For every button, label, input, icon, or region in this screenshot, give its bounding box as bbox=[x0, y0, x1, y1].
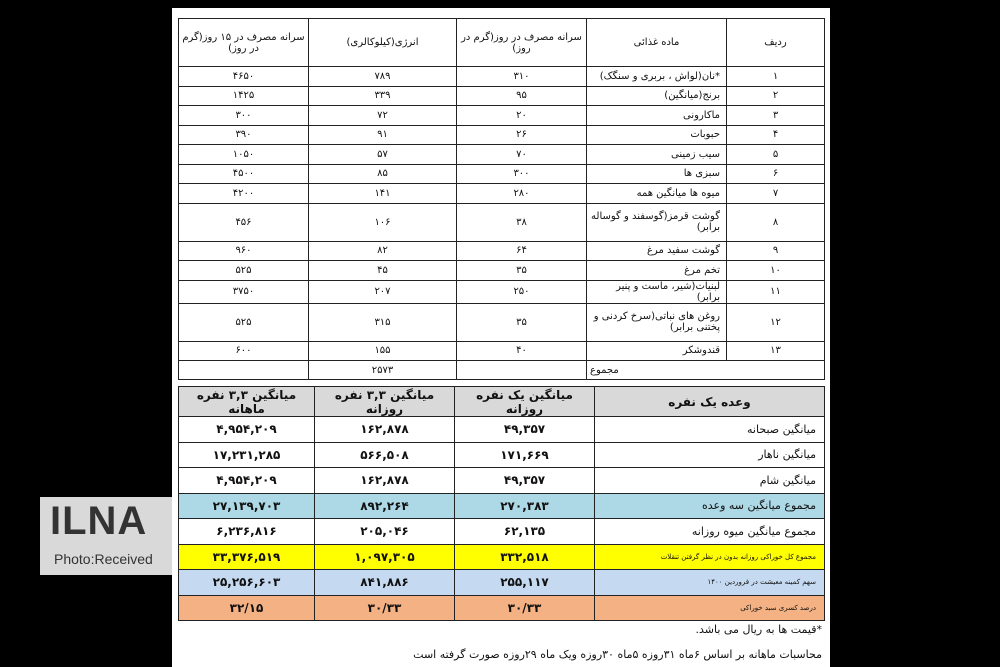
consumption-15-days: ۹۶۰ bbox=[179, 241, 309, 261]
energy-kcal: ۳۱۵ bbox=[309, 303, 457, 341]
table-row bbox=[179, 164, 825, 184]
daily-consumption: ۳۰۰ bbox=[457, 164, 587, 184]
consumption-15-days: ۱۴۲۵ bbox=[179, 86, 309, 106]
table-row bbox=[179, 519, 825, 545]
rial-note: *قیمت ها به ریال می باشد. bbox=[695, 623, 822, 636]
consumption-15-days: ۴۵۰۰ bbox=[179, 164, 309, 184]
table-row bbox=[179, 145, 825, 165]
table-row bbox=[179, 442, 825, 468]
row-number: ۱۱ bbox=[727, 280, 825, 303]
food-item: روغن های نباتی(سرخ کردنی و پختنی برابر) bbox=[587, 303, 727, 341]
row-label: میانگین شام bbox=[595, 468, 825, 494]
table-row bbox=[179, 468, 825, 494]
per-person-daily: ۱۷۱,۶۶۹ bbox=[455, 442, 595, 468]
household-monthly: ۱۷,۲۳۱,۲۸۵ bbox=[179, 442, 315, 468]
daily-consumption: ۳۵ bbox=[457, 303, 587, 341]
food-item: سیب زمینی bbox=[587, 145, 727, 165]
column-header: ماده غذائی bbox=[587, 19, 727, 67]
household-daily: ۵۶۶,۵۰۸ bbox=[315, 442, 455, 468]
energy-kcal: ۳۳۹ bbox=[309, 86, 457, 106]
per-person-daily: ۴۹,۳۵۷ bbox=[455, 468, 595, 494]
ilna-watermark bbox=[40, 497, 176, 575]
consumption-15-days: ۴۲۰۰ bbox=[179, 184, 309, 204]
total-empty bbox=[179, 361, 309, 380]
table-row bbox=[179, 184, 825, 204]
per-person-daily: ۲۵۵,۱۱۷ bbox=[455, 570, 595, 596]
table-row bbox=[179, 86, 825, 106]
row-number: ۲ bbox=[727, 86, 825, 106]
row-label: مجموع میانگین سه وعده bbox=[595, 493, 825, 519]
table-row bbox=[179, 67, 825, 87]
consumption-15-days: ۳۷۵۰ bbox=[179, 280, 309, 303]
household-daily: ۸۴۱,۸۸۶ bbox=[315, 570, 455, 596]
consumption-15-days: ۳۹۰ bbox=[179, 125, 309, 145]
table-row bbox=[179, 241, 825, 261]
row-label: میانگین صبحانه bbox=[595, 417, 825, 443]
column-header: ردیف bbox=[727, 19, 825, 67]
brand-logo: ILNA bbox=[50, 499, 148, 543]
spreadsheet-page bbox=[172, 8, 830, 667]
household-monthly: ۴,۹۵۴,۲۰۹ bbox=[179, 417, 315, 443]
consumption-15-days: ۱۰۵۰ bbox=[179, 145, 309, 165]
food-item: میوه ها میانگین همه bbox=[587, 184, 727, 204]
table-row bbox=[179, 280, 825, 303]
row-label: سهم کمینه معیشت در فروردین ۱۴۰۰ bbox=[595, 570, 825, 596]
energy-kcal: ۵۷ bbox=[309, 145, 457, 165]
energy-kcal: ۲۰۷ bbox=[309, 280, 457, 303]
consumption-15-days: ۵۲۵ bbox=[179, 261, 309, 281]
row-number: ۹ bbox=[727, 241, 825, 261]
energy-kcal: ۸۲ bbox=[309, 241, 457, 261]
total-label: مجموع bbox=[587, 361, 825, 380]
energy-kcal: ۸۵ bbox=[309, 164, 457, 184]
photo-credit: Photo:Received bbox=[54, 551, 153, 567]
table-row bbox=[179, 303, 825, 341]
table-row bbox=[179, 341, 825, 361]
household-monthly: ۴,۹۵۴,۲۰۹ bbox=[179, 468, 315, 494]
food-item: تخم مرغ bbox=[587, 261, 727, 281]
column-header: سرانه مصرف در روز(گرم در روز) bbox=[457, 19, 587, 67]
food-item: حبوبات bbox=[587, 125, 727, 145]
food-item: قندوشکر bbox=[587, 341, 727, 361]
household-cost-table bbox=[178, 386, 825, 621]
household-daily: ۳۰/۳۳ bbox=[315, 595, 455, 621]
table-row bbox=[179, 570, 825, 596]
daily-consumption: ۲۵۰ bbox=[457, 280, 587, 303]
per-person-daily: ۳۰/۳۳ bbox=[455, 595, 595, 621]
consumption-15-days: ۳۰۰ bbox=[179, 106, 309, 126]
food-item: *نان(لواش ، بربری و سنگک) bbox=[587, 67, 727, 87]
row-number: ۱۳ bbox=[727, 341, 825, 361]
energy-kcal: ۷۸۹ bbox=[309, 67, 457, 87]
energy-kcal: ۱۴۱ bbox=[309, 184, 457, 204]
row-number: ۶ bbox=[727, 164, 825, 184]
column-header: انرژی(کیلوکالری) bbox=[309, 19, 457, 67]
table-header-row bbox=[179, 19, 825, 67]
row-number: ۳ bbox=[727, 106, 825, 126]
total-energy: ۲۵۷۳ bbox=[309, 361, 457, 380]
table-row bbox=[179, 595, 825, 621]
table-row bbox=[179, 125, 825, 145]
row-number: ۱ bbox=[727, 67, 825, 87]
food-consumption-table bbox=[178, 18, 825, 380]
daily-consumption: ۲۸۰ bbox=[457, 184, 587, 204]
row-number: ۱۲ bbox=[727, 303, 825, 341]
daily-consumption: ۳۸ bbox=[457, 203, 587, 241]
energy-kcal: ۱۵۵ bbox=[309, 341, 457, 361]
food-item: ماکارونی bbox=[587, 106, 727, 126]
food-item: لبنیات(شیر، ماست و پنیر برابر) bbox=[587, 280, 727, 303]
table-row bbox=[179, 417, 825, 443]
household-monthly: ۲۵,۲۵۶,۶۰۳ bbox=[179, 570, 315, 596]
consumption-15-days: ۴۵۶ bbox=[179, 203, 309, 241]
energy-kcal: ۱۰۶ bbox=[309, 203, 457, 241]
household-daily: ۸۹۲,۲۶۴ bbox=[315, 493, 455, 519]
household-monthly: ۳۳,۳۷۶,۵۱۹ bbox=[179, 544, 315, 570]
table-header-row bbox=[179, 387, 825, 417]
table-row bbox=[179, 261, 825, 281]
column-header: سرانه مصرف در ۱۵ روز(گرم در روز) bbox=[179, 19, 309, 67]
column-header: میانگین ۳,۳ نفره ماهانه bbox=[179, 387, 315, 417]
household-daily: ۱۶۲,۸۷۸ bbox=[315, 468, 455, 494]
row-number: ۸ bbox=[727, 203, 825, 241]
total-row bbox=[179, 361, 825, 380]
consumption-15-days: ۵۲۵ bbox=[179, 303, 309, 341]
food-item: برنج(میانگین) bbox=[587, 86, 727, 106]
food-item: سبزی ها bbox=[587, 164, 727, 184]
row-label: درصد کسری سبد خوراکی bbox=[595, 595, 825, 621]
daily-consumption: ۹۵ bbox=[457, 86, 587, 106]
consumption-15-days: ۴۶۵۰ bbox=[179, 67, 309, 87]
daily-consumption: ۷۰ bbox=[457, 145, 587, 165]
consumption-15-days: ۶۰۰ bbox=[179, 341, 309, 361]
per-person-daily: ۶۲,۱۳۵ bbox=[455, 519, 595, 545]
row-number: ۴ bbox=[727, 125, 825, 145]
household-monthly: ۳۲/۱۵ bbox=[179, 595, 315, 621]
food-item: گوشت قرمز(گوسفند و گوساله برابر) bbox=[587, 203, 727, 241]
household-daily: ۱,۰۹۷,۳۰۵ bbox=[315, 544, 455, 570]
daily-consumption: ۲۶ bbox=[457, 125, 587, 145]
table-row bbox=[179, 106, 825, 126]
row-label: میانگین ناهار bbox=[595, 442, 825, 468]
energy-kcal: ۹۱ bbox=[309, 125, 457, 145]
calc-note: محاسبات ماهانه بر اساس ۶ماه ۳۱روزه ۵ماه ۳۰روزه ویک ماه ۲۹روزه صورت گرفته است bbox=[413, 648, 822, 661]
per-person-daily: ۲۷۰,۳۸۳ bbox=[455, 493, 595, 519]
row-label: مجموع میانگین میوه روزانه bbox=[595, 519, 825, 545]
total-empty bbox=[457, 361, 587, 380]
household-daily: ۱۶۲,۸۷۸ bbox=[315, 417, 455, 443]
household-monthly: ۲۷,۱۳۹,۷۰۳ bbox=[179, 493, 315, 519]
daily-consumption: ۶۴ bbox=[457, 241, 587, 261]
household-monthly: ۶,۲۳۶,۸۱۶ bbox=[179, 519, 315, 545]
energy-kcal: ۴۵ bbox=[309, 261, 457, 281]
daily-consumption: ۳۱۰ bbox=[457, 67, 587, 87]
daily-consumption: ۲۰ bbox=[457, 106, 587, 126]
per-person-daily: ۳۳۲,۵۱۸ bbox=[455, 544, 595, 570]
row-number: ۱۰ bbox=[727, 261, 825, 281]
household-daily: ۲۰۵,۰۴۶ bbox=[315, 519, 455, 545]
table-row bbox=[179, 493, 825, 519]
daily-consumption: ۳۵ bbox=[457, 261, 587, 281]
energy-kcal: ۷۲ bbox=[309, 106, 457, 126]
daily-consumption: ۴۰ bbox=[457, 341, 587, 361]
table-row bbox=[179, 203, 825, 241]
column-header: میانگین ۳,۳ نفره روزانه bbox=[315, 387, 455, 417]
row-number: ۷ bbox=[727, 184, 825, 204]
row-label: مجموع کل خوراکی روزانه بدون در نظر گرفتن تنقلات bbox=[595, 544, 825, 570]
column-header: میانگین یک نفره روزانه bbox=[455, 387, 595, 417]
per-person-daily: ۴۹,۳۵۷ bbox=[455, 417, 595, 443]
food-item: گوشت سفید مرغ bbox=[587, 241, 727, 261]
table-row bbox=[179, 544, 825, 570]
row-number: ۵ bbox=[727, 145, 825, 165]
column-header: وعده یک نفره bbox=[595, 387, 825, 417]
